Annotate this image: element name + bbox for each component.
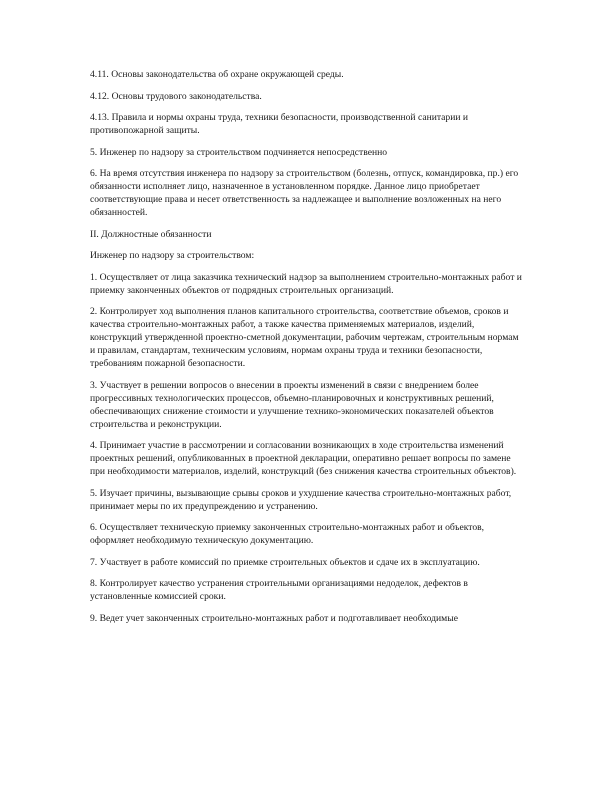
duty-item-3: 3. Участвует в решении вопросов о внесении в проекты изменений в связи с внедрением более прогрессивных технологических процессов, объемно-планировочных и конструктивных решений, обеспечивающих снижение стоимости и улучшение технико-экономических показателей объектов строительства и реконструкции. — [90, 379, 494, 430]
document-body — [90, 68, 522, 633]
paragraph-4-13: 4.13. Правила и нормы охраны труда, техники безопасности, производственной санитарии и противопожарной защиты. — [90, 112, 469, 136]
duty-item-8: 8. Контролирует качество устранения строительными организациями недоделок, дефектов в установленные комиссией сроки. — [90, 578, 468, 602]
duty-item-1: 1. Осуществляет от лица заказчика технический надзор за выполнением строительно-монтажных работ и приемку законченных объектов от подрядных строительных организаций. — [90, 271, 522, 296]
duty-item-4: 4. Принимает участие в рассмотрении и согласовании возникающих в ходе строительства изменений проектных решений, опубликованных в проектной декларации, оперативно решает вопросы по замене при необходимости материалов, изделий, конструкций (без снижения качества строительных объектов). — [90, 440, 517, 477]
paragraph-5: 5. Инженер по надзору за строительством подчиняется непосредственно — [90, 146, 388, 158]
duty-item-2: 2. Контролирует ход выполнения планов капитального строительства, соответствие объемов, сроков и качества строительно-монтажных работ, а также качества применяемых материалов, изделий, конструкций утвержденной проектно-сметной документации, рабочим чертежам, строительным нормам и правилам, стандартам, техническим условиям, нормам охраны труда и техники безопасности, требованиям пожарной безопасности. — [90, 306, 519, 369]
duty-item-7: 7. Участвует в работе комиссий по приемке строительных объектов и сдаче их в эксплуатацию. — [90, 556, 480, 568]
paragraph-4-12: 4.12. Основы трудового законодательства. — [90, 90, 262, 102]
duty-item-5: 5. Изучает причины, вызывающие срывы сроков и ухудшение качества строительно-монтажных работ, принимает меры по их предупреждению и устранению. — [90, 487, 512, 512]
paragraph-4-11: 4.11. Основы законодательства об охране окружающей среды. — [90, 69, 344, 80]
duties-intro: Инженер по надзору за строительством: — [90, 250, 255, 261]
duty-item-9: 9. Ведет учет законченных строительно-монтажных работ и подготавливает необходимые — [90, 612, 458, 624]
paragraph-6: 6. На время отсутствия инженера по надзору за строительством (болезнь, отпуск, командировка, пр.) его обязанности исполняет лицо, назначенное в установленном порядке. Данное лицо приобретает соответствующие права и несет ответственность за надлежащее и выполнение возложенных на него обязанностей. — [90, 168, 519, 218]
duty-item-6: 6. Осуществляет техническую приемку законченных строительно-монтажных работ и объектов, оформляет необходимую техническую документацию. — [90, 522, 485, 546]
section-heading-duties: II. Должностные обязанности — [90, 228, 212, 240]
